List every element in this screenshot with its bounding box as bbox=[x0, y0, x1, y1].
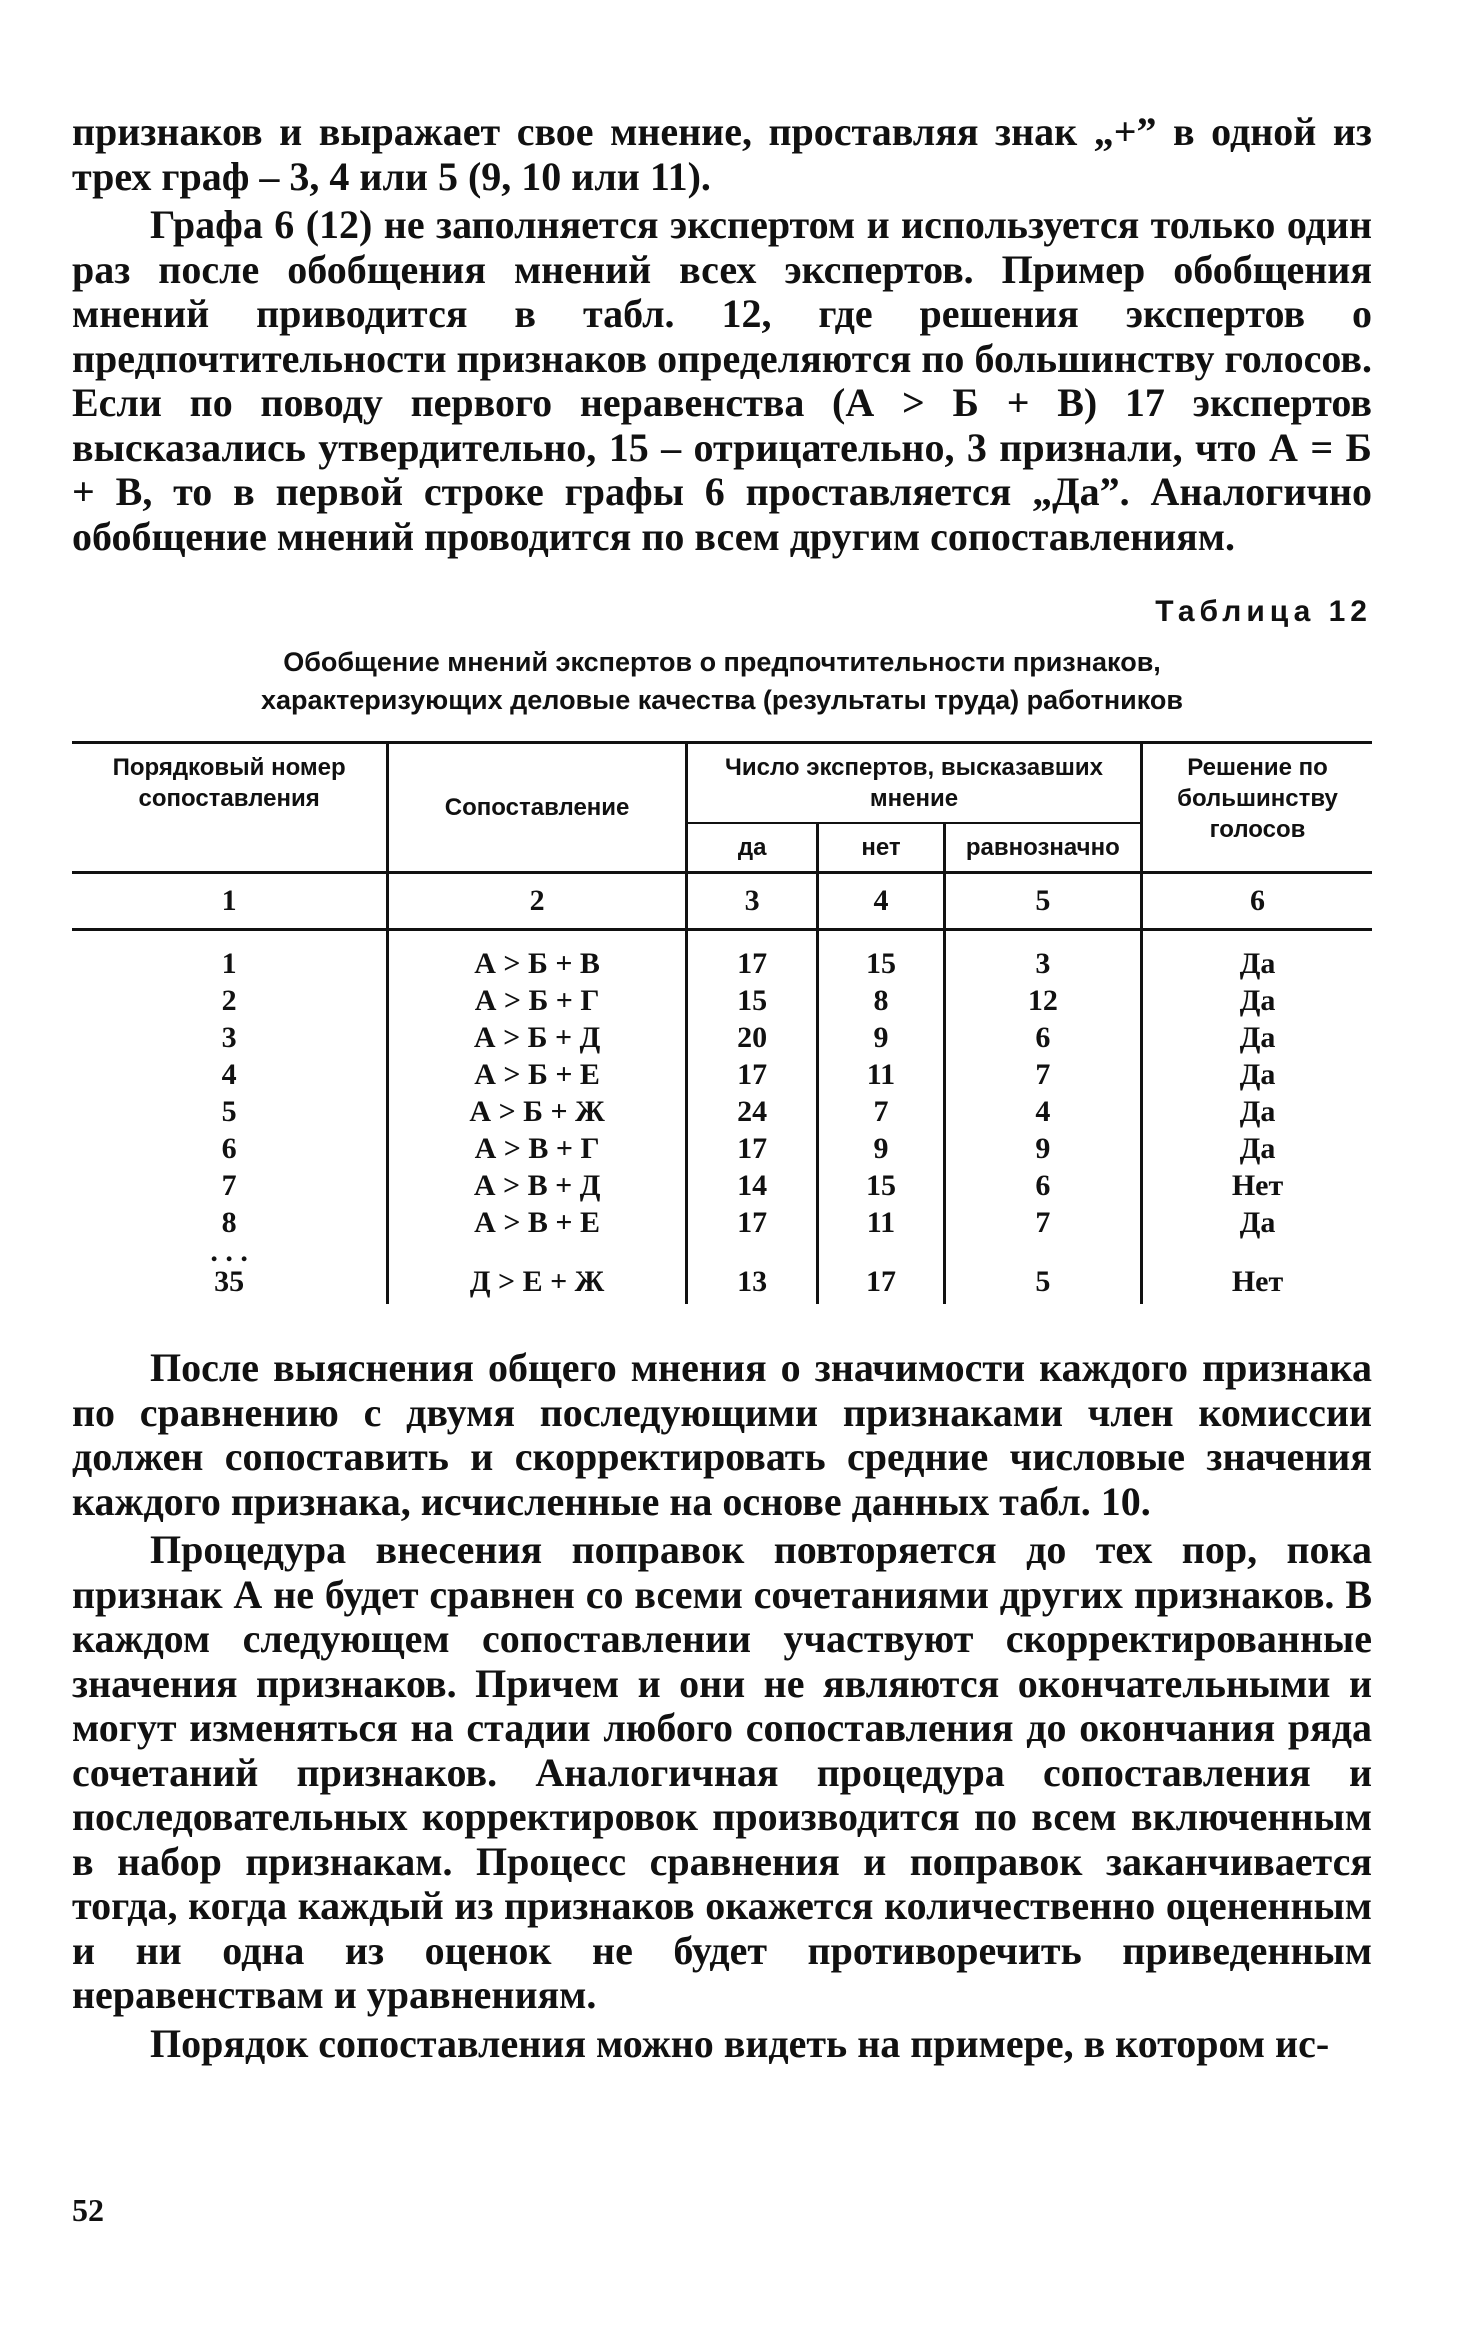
column-number: 2 bbox=[388, 873, 687, 930]
cell-decision: Да bbox=[1239, 1095, 1276, 1128]
table-ellipsis-row bbox=[72, 1241, 1372, 1263]
cell-yes: 13 bbox=[686, 1263, 817, 1304]
header-equal: равнозначно bbox=[944, 823, 1141, 873]
header-sequence-number: Порядковый номер сопоставления bbox=[72, 743, 388, 873]
cell-no: 15 bbox=[818, 930, 944, 983]
cell-decision: Нет bbox=[1231, 1169, 1284, 1202]
table-row bbox=[72, 1130, 1372, 1167]
cell-equal: 4 bbox=[944, 1093, 1141, 1130]
paragraph-continuation: признаков и выражает свое мнение, проставляя знак „+” в одной из трех граф – 3, 4 или 5 (9, 10 или 11). bbox=[72, 109, 1372, 199]
header-comparison: Сопоставление bbox=[388, 743, 687, 873]
cell-equal: 7 bbox=[944, 1204, 1141, 1241]
cell-no: 8 bbox=[818, 982, 944, 1019]
cell-comparison: А > Б + Ж bbox=[388, 1093, 687, 1130]
cell-yes: 14 bbox=[686, 1167, 817, 1204]
header-yes: да bbox=[686, 823, 817, 873]
cell-decision: Да bbox=[1239, 1132, 1276, 1165]
cell-comparison: А > В + Г bbox=[388, 1130, 687, 1167]
cell-equal: 6 bbox=[944, 1019, 1141, 1056]
header-no: нет bbox=[818, 823, 944, 873]
cell-comparison: А > Б + В bbox=[388, 930, 687, 983]
cell-number: 6 bbox=[72, 1130, 388, 1167]
table-title bbox=[72, 643, 1372, 719]
cell-equal: 6 bbox=[944, 1167, 1141, 1204]
header-majority-decision: Решение по большинству голосов bbox=[1142, 743, 1372, 873]
cell-equal: 9 bbox=[944, 1130, 1141, 1167]
cell-number: 7 bbox=[72, 1167, 388, 1204]
cell-no: 7 bbox=[818, 1093, 944, 1130]
table-row bbox=[72, 982, 1372, 1019]
cell-equal: 7 bbox=[944, 1056, 1141, 1093]
column-number-row bbox=[72, 873, 1372, 930]
page-number: 52 bbox=[72, 2192, 104, 2228]
cell-equal: 5 bbox=[944, 1263, 1141, 1304]
cell-decision: Да bbox=[1239, 1206, 1276, 1239]
table-title-line-1: Обобщение мнений экспертов о предпочтительности признаков, bbox=[283, 647, 1161, 677]
cell-yes: 15 bbox=[686, 982, 817, 1019]
cell-yes: 17 bbox=[686, 1204, 817, 1241]
cell-no: 17 bbox=[818, 1263, 944, 1304]
cell-number: 8 bbox=[72, 1204, 388, 1241]
cell-comparison: А > Б + Г bbox=[388, 982, 687, 1019]
cell-equal: 3 bbox=[944, 930, 1141, 983]
cell-yes: 17 bbox=[686, 1056, 817, 1093]
cell-number: 35 bbox=[72, 1263, 388, 1304]
cell-comparison: А > Б + Д bbox=[388, 1019, 687, 1056]
cell-number: 1 bbox=[72, 930, 388, 983]
cell-yes: 17 bbox=[686, 930, 817, 983]
paragraph-after-table-1: После выяснения общего мнения о значимости каждого признака по сравнению с двумя последующими признаками член комиссии должен сопоставить и скорректировать средние числовые значения каждого признака, исчисленные на основе данных табл. 10. bbox=[72, 1345, 1372, 1524]
cell-number: 4 bbox=[72, 1056, 388, 1093]
table-row bbox=[72, 1204, 1372, 1241]
cell-no: 15 bbox=[818, 1167, 944, 1204]
cell-no: 9 bbox=[818, 1130, 944, 1167]
cell-decision: Нет bbox=[1231, 1265, 1284, 1298]
table-row bbox=[72, 930, 1372, 983]
column-number: 1 bbox=[72, 873, 388, 930]
cell-decision: Да bbox=[1239, 1021, 1276, 1054]
cell-yes: 20 bbox=[686, 1019, 817, 1056]
cell-comparison: А > Б + Е bbox=[388, 1056, 687, 1093]
cell-number: 3 bbox=[72, 1019, 388, 1056]
column-number: 5 bbox=[944, 873, 1141, 930]
ellipsis: . . . bbox=[72, 1241, 388, 1263]
header-expert-count: Число экспертов, высказавших мнение bbox=[686, 743, 1141, 824]
cell-number: 2 bbox=[72, 982, 388, 1019]
cell-yes: 17 bbox=[686, 1130, 817, 1167]
cell-no: 9 bbox=[818, 1019, 944, 1056]
table-row bbox=[72, 1167, 1372, 1204]
table-row bbox=[72, 1263, 1372, 1304]
expert-opinion-table bbox=[72, 741, 1372, 1304]
cell-decision: Да bbox=[1239, 1058, 1276, 1091]
table-row bbox=[72, 1019, 1372, 1056]
cell-no: 11 bbox=[818, 1056, 944, 1093]
table-title-line-2: характеризующих деловые качества (результаты труда) работников bbox=[261, 685, 1183, 715]
column-number: 6 bbox=[1142, 873, 1372, 930]
table-label: Таблица 12 bbox=[1155, 595, 1372, 628]
cell-comparison: А > В + Е bbox=[388, 1204, 687, 1241]
paragraph-after-table-3: Порядок сопоставления можно видеть на примере, в котором ис- bbox=[150, 2020, 1330, 2066]
cell-yes: 24 bbox=[686, 1093, 817, 1130]
cell-no: 11 bbox=[818, 1204, 944, 1241]
paragraph-column-6: Графа 6 (12) не заполняется экспертом и используется только один раз после обобщения мнений всех экспертов. Пример обобщения мнений приводится в табл. 12, где решения экспертов о предпочтительности признаков определяются по большинству голосов. Если по поводу первого неравенства (А > Б + В) 17 экспертов высказались утвердительно, 15 – отрицательно, 3 признали, что А = Б + В, то в первой строке графы 6 проставляется „Да”. Аналогично обобщение мнений проводится по всем другим сопоставлениям. bbox=[72, 202, 1372, 559]
cell-decision: Да bbox=[1239, 984, 1276, 1017]
column-number: 4 bbox=[818, 873, 944, 930]
paragraph-after-table-2: Процедура внесения поправок повторяется до тех пор, пока признак А не будет сравнен со всеми сочетаниями других признаков. В каждом следующем сопоставлении участвуют скорректированные значения признаков. Причем и они не являются окончательными и могут изменяться на стадии любого сопоставления до окончания ряда сочетаний признаков. Аналогичная процедура сопоставления и последовательных корректировок производится по всем включенным в набор признакам. Процесс сравнения и поправок заканчивается тогда, когда каждый из признаков окажется количественно оцененным и ни одна из оценок не будет противоречить приведенным неравенствам и уравнениям. bbox=[72, 1527, 1372, 2017]
cell-equal: 12 bbox=[944, 982, 1141, 1019]
table-row bbox=[72, 1093, 1372, 1130]
cell-number: 5 bbox=[72, 1093, 388, 1130]
cell-comparison: А > В + Д bbox=[388, 1167, 687, 1204]
table-row bbox=[72, 1056, 1372, 1093]
column-number: 3 bbox=[686, 873, 817, 930]
page-content bbox=[72, 110, 1372, 2066]
cell-decision: Да bbox=[1239, 947, 1276, 980]
cell-comparison: Д > Е + Ж bbox=[388, 1263, 687, 1304]
